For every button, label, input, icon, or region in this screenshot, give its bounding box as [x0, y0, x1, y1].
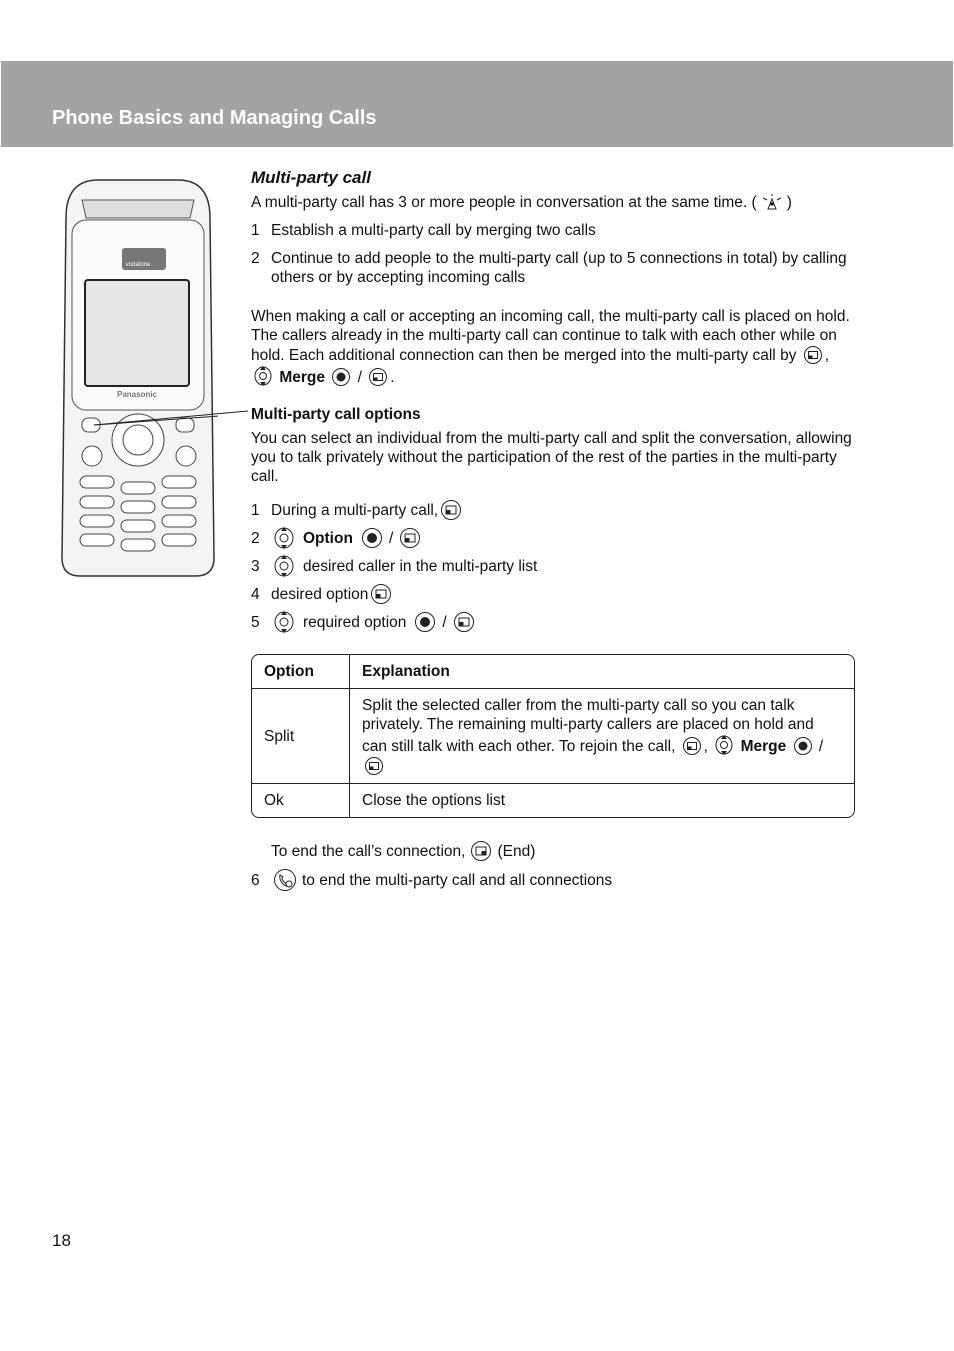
options-intro: You can select an individual from the multi-party call and split the conversation, allowing you to talk privately without the participation of the rest of the parties in the multi-party call. — [251, 430, 852, 485]
table-row — [252, 688, 854, 783]
navigation-key-icon — [273, 526, 295, 550]
table-row — [252, 783, 854, 817]
softkey-left-icon — [440, 499, 462, 521]
end-connection-note: To end the call’s connection, (End) — [271, 838, 856, 864]
multiparty-icon — [759, 192, 785, 212]
brand-name: Panasonic — [116, 390, 158, 399]
option-label: Option — [303, 529, 353, 547]
brand-logo: vodafone — [125, 262, 151, 268]
callout-line — [90, 405, 250, 430]
column-header: Explanation — [349, 655, 854, 688]
softkey-left-icon — [364, 756, 384, 776]
softkey-left-icon — [803, 345, 823, 365]
merge-paragraph: When making a call or accepting an incoming call, the multi-party call is placed on hold. The callers already in the multi-party call can continue to talk with each other while on hold. Each additional connection can then be merged into the multi-party call by , Merge / . — [251, 308, 850, 386]
option-cell: Ok — [252, 783, 349, 817]
softkey-left-icon — [370, 583, 392, 605]
merge-label: Merge — [279, 369, 325, 386]
options-table — [251, 654, 855, 818]
intro-text: A multi-party call has 3 or more people in conversation at the same time. ( — [251, 194, 757, 211]
select-key-icon — [793, 736, 813, 756]
list-item: 3 desired caller in the multi-party list — [251, 552, 856, 580]
main-content — [251, 168, 856, 894]
options-title: Multi-party call options — [251, 406, 421, 423]
list-item: 4 desired option — [251, 580, 856, 608]
softkey-left-icon — [399, 527, 421, 549]
softkey-left-icon — [368, 367, 388, 387]
list-item: 1 During a multi-party call, — [251, 496, 856, 524]
list-item: 5 required option / — [251, 608, 856, 636]
list-item: 2 Continue to add people to the multi-party call (up to 5 connections in total) by calling others or by accepting incoming calls — [251, 250, 847, 286]
phone-illustration — [58, 178, 218, 580]
section-title: Multi-party call — [251, 168, 371, 187]
final-step: 6 to end the multi-party call and all connections — [251, 866, 856, 894]
select-key-icon — [414, 611, 436, 633]
option-cell: Split — [252, 688, 349, 783]
list-item: 2 Option / — [251, 524, 856, 552]
page-number: 18 — [52, 1231, 71, 1250]
table-header-row — [252, 655, 854, 688]
list-item: 1 Establish a multi-party call by merging two calls — [251, 222, 596, 239]
intro-end: ) — [786, 194, 792, 211]
options-steps — [251, 496, 856, 636]
column-header: Option — [264, 663, 314, 680]
navigation-key-icon — [714, 734, 734, 756]
explanation-cell: Close the options list — [349, 783, 854, 817]
intro-paragraph — [251, 192, 856, 212]
select-key-icon — [331, 367, 351, 387]
explanation-cell: Split the selected caller from the multi-party call so you can talk privately. The remaining multi-party callers are placed on hold and can still talk with each other. To rejoin the call, , Merge / — [349, 688, 854, 783]
navigation-key-icon — [273, 554, 295, 578]
merge-steps — [251, 221, 856, 287]
softkey-left-icon — [682, 736, 702, 756]
navigation-key-icon — [273, 610, 295, 634]
navigation-key-icon — [253, 365, 273, 387]
header-bar — [1, 61, 953, 147]
softkey-right-icon — [470, 840, 492, 862]
select-key-icon — [361, 527, 383, 549]
softkey-left-icon — [453, 611, 475, 633]
page-title: Phone Basics and Managing Calls — [52, 107, 377, 129]
end-call-icon — [273, 868, 297, 892]
